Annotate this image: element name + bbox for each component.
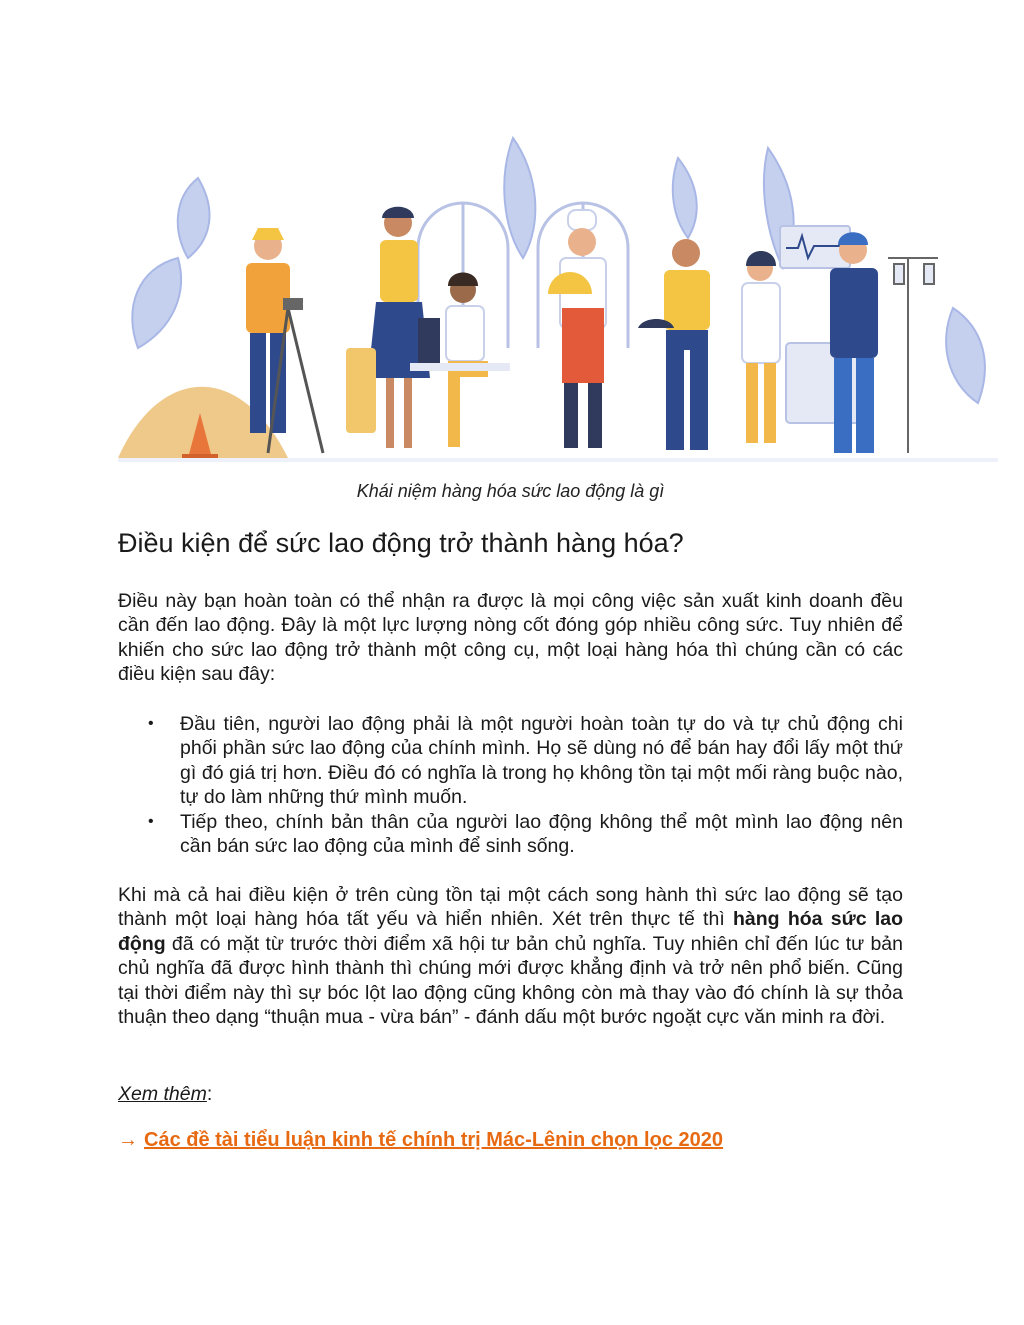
conditions-list [148,712,903,858]
intro-paragraph: Điều này bạn hoàn toàn có thể nhận ra được là mọi công việc sản xuất kinh doanh đều cần đến lao động. Đây là một lực lượng nòng cốt đóng góp nhiều công sức. Tuy nhiên để khiến cho sức lao động trở thành một công cụ, một loại hàng hóa thì chúng cần có các điều kiện sau đây: [118,590,903,686]
paragraph-text: đã có mặt từ trước thời điểm xã hội tư bản chủ nghĩa. Tuy nhiên chỉ đến lúc tư bản chủ nghĩa đã được hình thành thì chúng mới được khẳng định và trở nên phổ biến. Cũng tại thời điểm này thì sự bóc lột lao động cũng không còn mà thay vào đó chính là sự thỏa thuận theo dạng “thuận mua - vừa bán” - đánh dấu một bước ngoặt cực văn minh ra đời. [118,932,903,1029]
see-more-colon: : [206,1083,213,1105]
keyword-bold: hàng hóa sức lao động [118,908,903,955]
section-heading: Điều kiện để sức lao động trở thành hàng hóa? [118,528,684,558]
see-more [118,1083,212,1106]
body-paragraph [118,883,903,1029]
paragraph-text: Khi mà cả hai điều kiện ở trên cùng tồn tại một cách song hành thì sức lao động sẽ tạo thành một loại hàng hóa tất yếu và hiển nhiên. Xét trên thực tế thì [118,884,903,931]
list-item: • Đầu tiên, người lao động phải là một người hoàn toàn tự do và tự chủ động chi phối phần sức lao động của chính mình. Họ sẽ dùng nó để bán hay đổi lấy một thứ gì đó giá trị hơn. Điều đó có nghĩa là trong họ không tồn tại một mối ràng buộc nào, tự do làm những thứ mình muốn. [148,712,903,810]
related-article-link[interactable]: Các đề tài tiểu luận kinh tế chính trị Mác-Lênin chọn lọc 2020 [144,1129,724,1151]
workers-illustration-icon [118,118,998,480]
list-item: • Tiếp theo, chính bản thân của người lao động không thể một mình lao động nên cần bán sức lao động của mình để sinh sống. [148,810,903,859]
figure-caption: Khái niệm hàng hóa sức lao động là gì [356,481,665,501]
arrow-right-icon: → [118,1129,138,1151]
related-link-line [118,1129,723,1152]
see-more-label: Xem thêm [118,1083,207,1105]
